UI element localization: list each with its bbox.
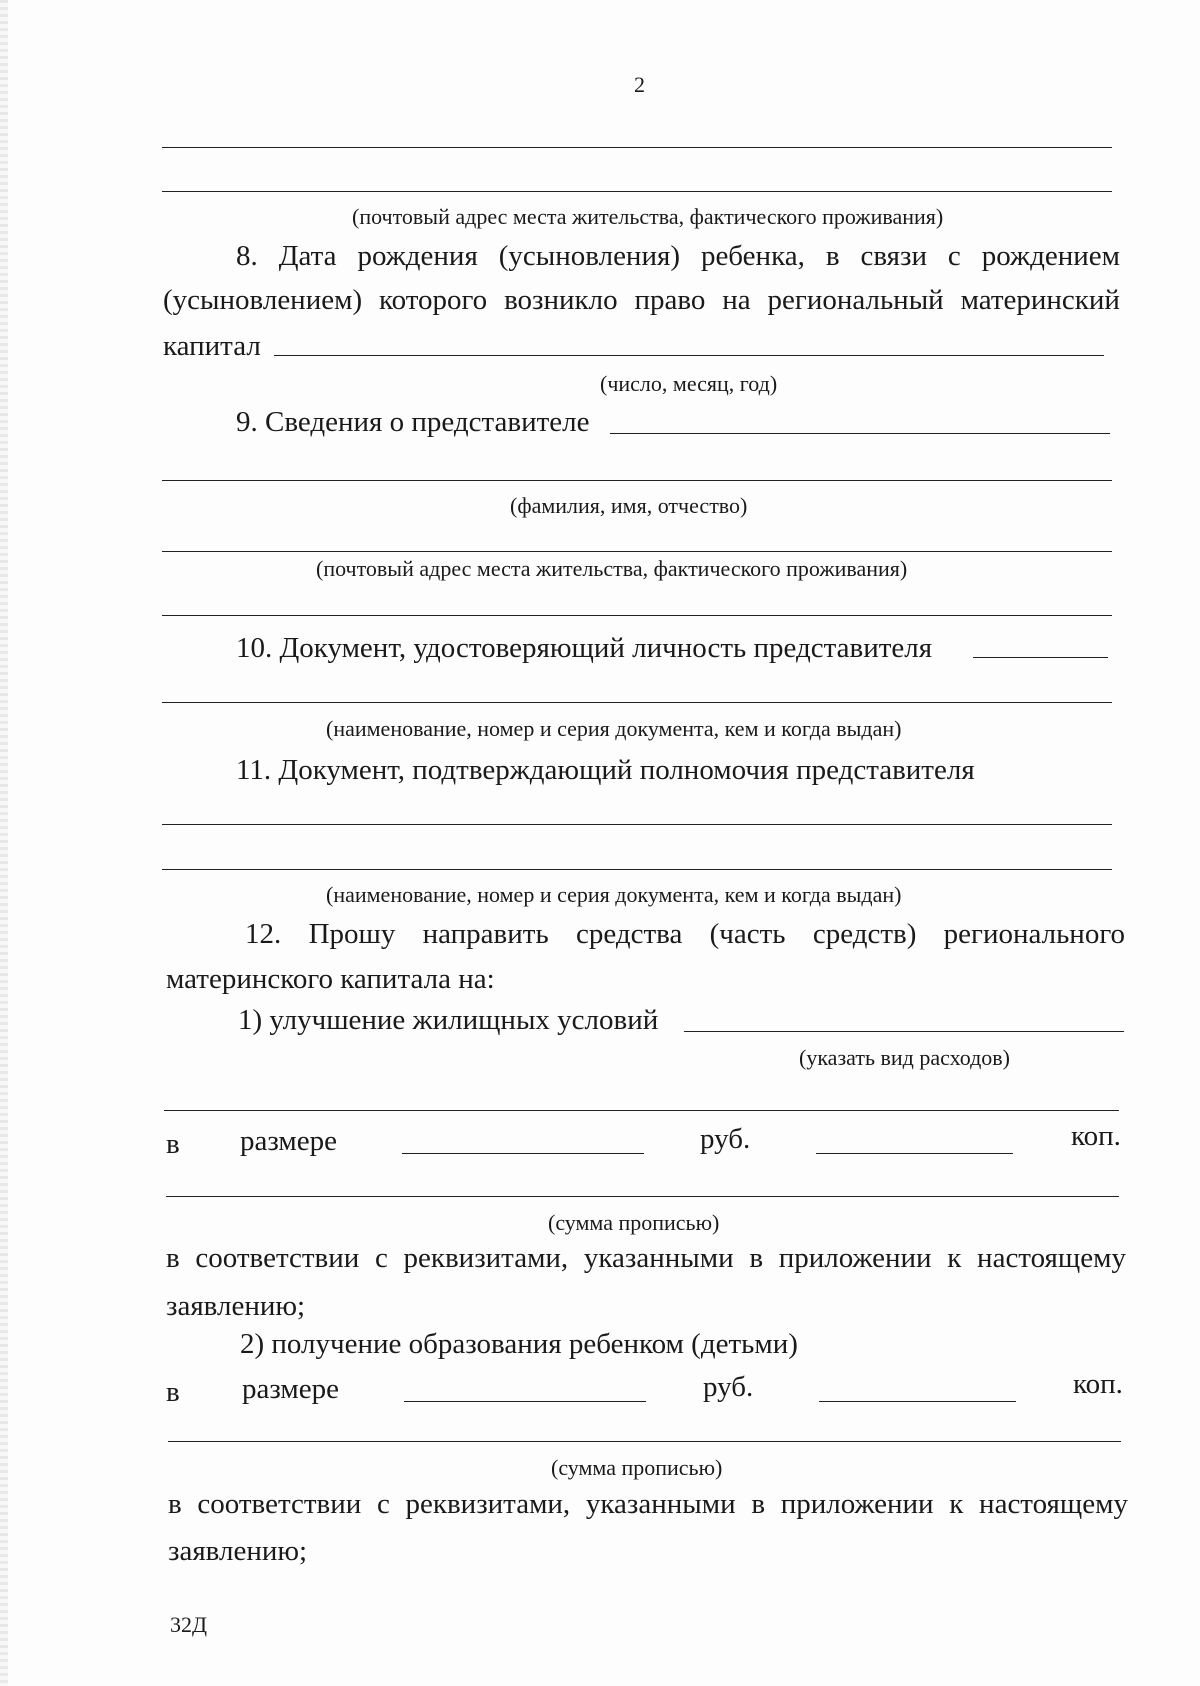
item8-line2: (усыновлением) которого возникло право на региональный материнский	[163, 284, 1120, 316]
scan-edge	[0, 0, 8, 1686]
item9-field-1[interactable]	[610, 433, 1110, 434]
item11-field-2[interactable]	[162, 869, 1112, 870]
requisites2-line1: в соответствии с реквизитами, указанными в приложении к настоящему	[168, 1488, 1128, 1520]
amount2-words-field[interactable]	[168, 1441, 1121, 1442]
item12-option1-label: 1) улучшение жилищных условий	[238, 1004, 659, 1036]
item8-date-field[interactable]	[274, 355, 1104, 356]
amount2-hint-sum: (сумма прописью)	[551, 1455, 723, 1480]
amount1-kop: коп.	[1071, 1120, 1121, 1152]
amount2-kop-field[interactable]	[819, 1401, 1016, 1402]
amount1-hint-sum: (сумма прописью)	[548, 1210, 720, 1235]
item12-line2: материнского капитала на:	[166, 963, 495, 995]
amount2-kop: коп.	[1073, 1368, 1123, 1400]
hint-address: (почтовый адрес места жительства, фактического проживания)	[352, 204, 944, 229]
item9-field-3[interactable]	[162, 551, 1112, 552]
address-line-2[interactable]	[162, 191, 1112, 192]
address-line-1[interactable]	[162, 147, 1112, 148]
item8-capital-label: капитал	[163, 330, 261, 362]
footer-code: 32Д	[170, 1612, 208, 1637]
item10-label: 10. Документ, удостоверяющий личность представителя	[236, 632, 933, 664]
amount2-rub-field[interactable]	[404, 1401, 646, 1402]
item9-hint-name: (фамилия, имя, отчество)	[510, 493, 748, 518]
amount1-rub-field[interactable]	[402, 1153, 644, 1154]
item12-option1-hint: (указать вид расходов)	[799, 1045, 1011, 1070]
amount1-kop-field[interactable]	[816, 1153, 1013, 1154]
item9-field-2[interactable]	[162, 480, 1112, 481]
page-number: 2	[634, 72, 645, 97]
requisites1-line1: в соответствии с реквизитами, указанными в приложении к настоящему	[166, 1242, 1126, 1274]
amount1-prefix: в	[166, 1128, 180, 1160]
amount2-prefix: в	[166, 1376, 180, 1408]
requisites2-end: заявлению;	[168, 1535, 308, 1567]
item12-option1-extra-field[interactable]	[164, 1110, 1119, 1111]
amount2-rub: руб.	[703, 1371, 754, 1403]
item10-field-2[interactable]	[162, 702, 1112, 703]
item8-line1: 8. Дата рождения (усыновления) ребенка, в связи с рождением	[236, 240, 1120, 272]
amount1-rub: руб.	[700, 1123, 751, 1155]
amount1-size-word: размере	[240, 1125, 338, 1157]
item11-hint: (наименование, номер и серия документа, кем и когда выдан)	[326, 882, 902, 907]
item9-field-4[interactable]	[162, 615, 1112, 616]
item9-hint-address: (почтовый адрес места жительства, фактического проживания)	[316, 556, 908, 581]
item10-field-1[interactable]	[973, 657, 1108, 658]
item10-hint: (наименование, номер и серия документа, кем и когда выдан)	[326, 716, 902, 741]
item8-hint-date: (число, месяц, год)	[600, 371, 778, 396]
item11-label: 11. Документ, подтверждающий полномочия представителя	[236, 754, 975, 786]
item12-option2-label: 2) получение образования ребенком (детьми)	[240, 1328, 798, 1360]
item12-line1: 12. Прошу направить средства (часть средств) регионального	[245, 918, 1125, 950]
item11-field-1[interactable]	[162, 824, 1112, 825]
amount1-words-field[interactable]	[166, 1196, 1119, 1197]
item9-label: 9. Сведения о представителе	[236, 406, 590, 438]
amount2-size-word: размере	[242, 1373, 340, 1405]
item12-option1-field[interactable]	[684, 1031, 1124, 1032]
requisites1-end: заявлению;	[166, 1290, 306, 1322]
